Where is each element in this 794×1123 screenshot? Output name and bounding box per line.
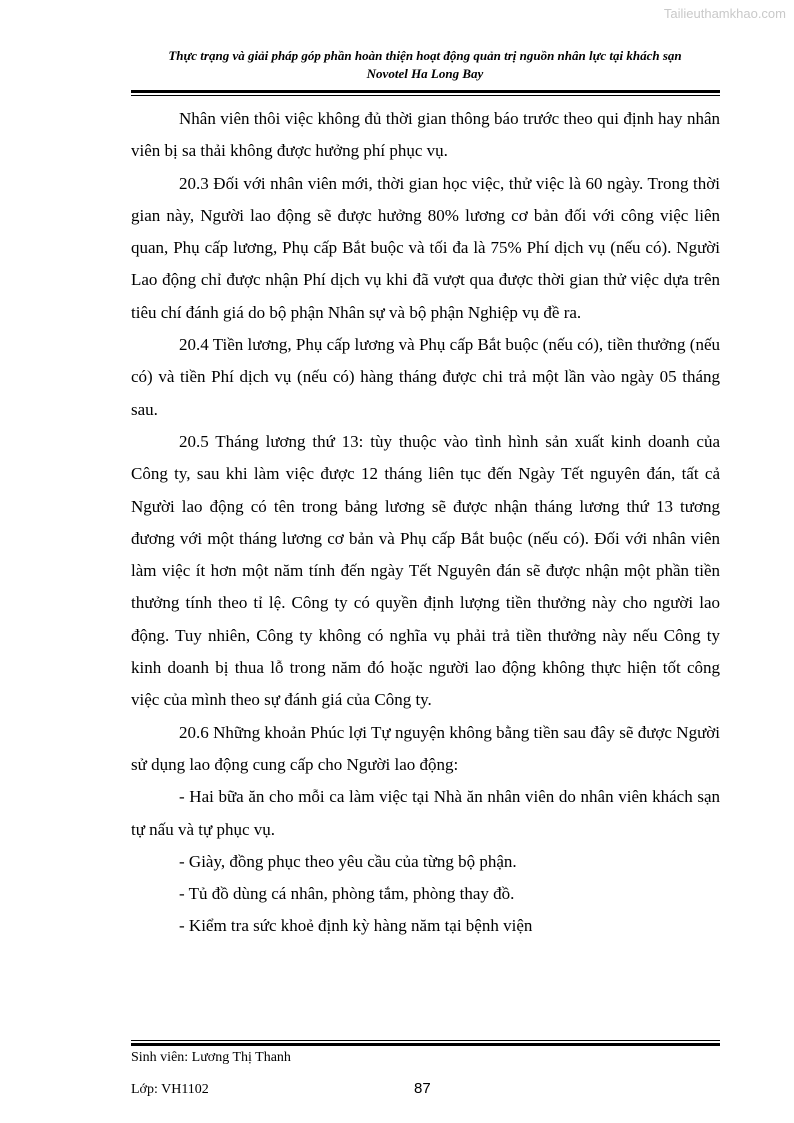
bullet-item: - Hai bữa ăn cho mỗi ca làm việc tại Nhà ăn nhân viên do nhân viên khách sạn tự nấu và tự phục vụ.: [131, 787, 720, 839]
watermark-text: Tailieuthamkhao.com: [663, 6, 786, 21]
header-rule-thick: [131, 90, 720, 93]
footer-class: Lớp: VH1102: [131, 1082, 209, 1097]
footer-rule-thin: [131, 1040, 720, 1041]
header-rule-thin: [131, 95, 720, 96]
footer-rule-thick: [131, 1043, 720, 1046]
document-body: [131, 103, 720, 943]
footer-student: Sinh viên: Lương Thị Thanh: [131, 1050, 291, 1065]
page-header: [130, 47, 720, 83]
bullet-item: - Giày, đồng phục theo yêu cầu của từng bộ phận.: [179, 851, 517, 871]
paragraph: 20.6 Những khoản Phúc lợi Tự nguyện không bằng tiền sau đây sẽ được Người sử dụng lao động cung cấp cho Người lao động:: [131, 722, 720, 774]
bullet-item: - Kiểm tra sức khoẻ định kỳ hàng năm tại bệnh viện: [179, 916, 533, 936]
page-number: 87: [414, 1080, 431, 1097]
header-line-2: Novotel Ha Long Bay: [366, 66, 484, 81]
paragraph: 20.5 Tháng lương thứ 13: tùy thuộc vào tình hình sản xuất kinh doanh của Công ty, sau khi làm việc được 12 tháng liên tục đến Ngày Tết nguyên đán, tất cả Người lao động có tên trong bảng lương sẽ được nhận tháng lương thứ 13 tương đương với một tháng lương cơ bản và Phụ cấp Bắt buộc (nếu có). Đối với nhân viên làm việc ít hơn một năm tính đến ngày Tết Nguyên đán sẽ được nhận một phần tiền thưởng tính theo tỉ lệ. Công ty có quyền định lượng tiền thưởng này cho người lao động. Tuy nhiên, Công ty không có nghĩa vụ phải trả tiền thưởng này nếu Công ty kinh doanh bị thua lỗ trong năm đó hoặc người lao động không thực hiện tốt công việc của mình theo sự đánh giá của Công ty.: [131, 431, 720, 710]
paragraph: 20.3 Đối với nhân viên mới, thời gian học việc, thử việc là 60 ngày. Trong thời gian này, Người lao động sẽ được hưởng 80% lương cơ bản đối với công việc liên quan, Phụ cấp lương, Phụ cấp Bắt buộc và tối đa là 75% Phí dịch vụ (nếu có). Người Lao động chỉ được nhận Phí dịch vụ khi đã vượt qua được thời gian thử việc dựa trên tiêu chí đánh giá do bộ phận Nhân sự và bộ phận Nghiệp vụ đề ra.: [131, 173, 720, 322]
bullet-item: - Tủ đồ dùng cá nhân, phòng tắm, phòng thay đồ.: [179, 884, 515, 904]
paragraph: 20.4 Tiền lương, Phụ cấp lương và Phụ cấp Bắt buộc (nếu có), tiền thưởng (nếu có) và tiền Phí dịch vụ (nếu có) hàng tháng được chi trả một lần vào ngày 05 tháng sau.: [131, 335, 720, 419]
header-line-1: Thực trạng và giải pháp góp phần hoàn thiện hoạt động quản trị nguồn nhân lực tại khách sạn: [168, 48, 682, 63]
paragraph: Nhân viên thôi việc không đủ thời gian thông báo trước theo qui định hay nhân viên bị sa thải không được hưởng phí phục vụ.: [131, 109, 720, 161]
